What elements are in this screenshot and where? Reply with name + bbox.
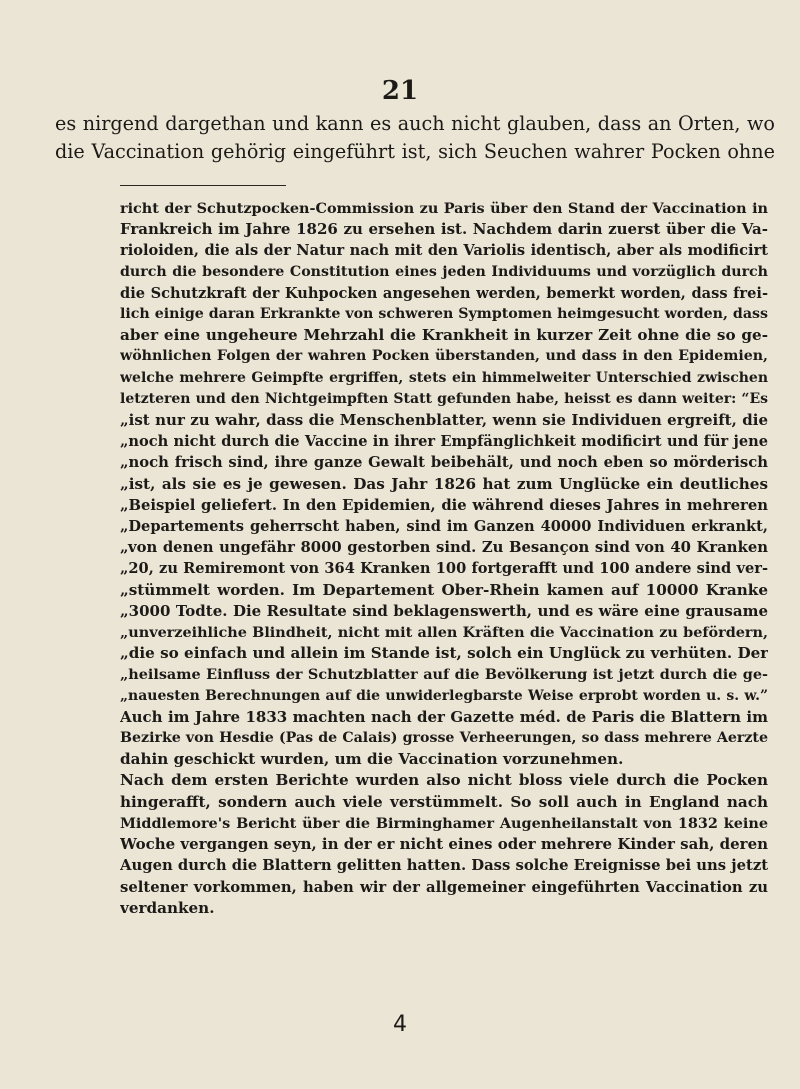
footnote-line: Bezirke von Hesdie (Pas de Calais) grosse Verheerungen, so dass mehrere Aerzte bbox=[120, 730, 768, 747]
signature-mark: 4 bbox=[393, 1012, 407, 1037]
footnote-line: Frankreich im Jahre 1826 zu ersehen ist. Nachdem darin zuerst über die Va- bbox=[120, 220, 768, 239]
footnote bbox=[120, 198, 768, 919]
footnote-line: „von denen ungefähr 8000 gestorben sind. Zu Besançon sind von 40 Kranken bbox=[120, 539, 768, 557]
footnote-line: verdanken. bbox=[120, 898, 215, 917]
footnote-line: „noch nicht durch die Vaccine in ihrer Empfänglichkeit modificirt und für jene bbox=[120, 433, 768, 451]
main-text bbox=[55, 110, 775, 166]
footnote-line: Middlemore's Bericht über die Birminghamer Augenheilanstalt von 1832 keine bbox=[120, 814, 768, 832]
footnote-line: aber eine ungeheure Mehrzahl die Krankheit in kurzer Zeit ohne die so ge- bbox=[120, 326, 768, 345]
footnote-line: Woche vergangen seyn, in der er nicht eines oder mehrere Kinder sah, deren bbox=[120, 835, 768, 854]
footnote-line: „Beispiel geliefert. In den Epidemien, die während dieses Jahres in mehreren bbox=[120, 496, 768, 514]
footnote-line: „die so einfach und allein im Stande ist, solch ein Unglück zu verhüten. Der bbox=[120, 644, 768, 663]
footnote-line: Augen durch die Blattern gelitten hatten. Dass solche Ereignisse bei uns jetzt bbox=[120, 857, 768, 875]
footnote-divider bbox=[120, 185, 286, 186]
footnote-line: „nauesten Berechnungen auf die unwiderlegbarste Weise erprobt worden u. s. w.” bbox=[120, 687, 768, 704]
footnote-line: welche mehrere Geimpfte ergriffen, stets ein himmelweiter Unterschied zwischen bbox=[120, 369, 768, 386]
footnote-line: „Departements geherrscht haben, sind im Ganzen 40000 Individuen erkrankt, bbox=[120, 518, 768, 536]
footnote-line: dahin geschickt wurden, um die Vaccination vorzunehmen. bbox=[120, 750, 624, 769]
main-text-line: die Vaccination gehörig eingeführt ist, sich Seuchen wahrer Pocken ohne bbox=[55, 140, 775, 163]
footnote-line: „unverzeihliche Blindheit, nicht mit allen Kräften die Vaccination zu befördern, bbox=[120, 624, 768, 642]
main-text-line: es nirgend dargethan und kann es auch nicht glauben, dass an Orten, wo bbox=[55, 112, 775, 135]
footnote-line: hingerafft, sondern auch viele verstümmelt. So soll auch in England nach bbox=[120, 792, 768, 811]
footnote-line: die Schutzkraft der Kuhpocken angesehen werden, bemerkt worden, dass frei- bbox=[120, 284, 768, 302]
footnote-line: lich einige daran Erkrankte von schweren Symptomen heimgesucht worden, dass bbox=[120, 306, 768, 323]
footnote-line: „20, zu Remiremont von 364 Kranken 100 fortgerafft und 100 andere sind ver- bbox=[120, 560, 768, 578]
footnote-line: wöhnlichen Folgen der wahren Pocken überstanden, und dass in den Epidemien, bbox=[120, 348, 768, 365]
footnote-line: „heilsame Einfluss der Schutzblatter auf die Bevölkerung ist jetzt durch die ge- bbox=[120, 666, 768, 684]
page-number: 21 bbox=[381, 76, 419, 106]
footnote-line: Nach dem ersten Berichte wurden also nicht bloss viele durch die Pocken bbox=[120, 771, 768, 790]
footnote-line: „ist, als sie es je gewesen. Das Jahr 1826 hat zum Unglücke ein deutliches bbox=[120, 474, 768, 493]
footnote-line: Auch im Jahre 1833 machten nach der Gazette méd. de Paris die Blattern im bbox=[120, 707, 768, 726]
footnote-line: „ist nur zu wahr, dass die Menschenblatter, wenn sie Individuen ergreift, die bbox=[120, 411, 768, 430]
footnote-line: „3000 Todte. Die Resultate sind beklagenswerth, und es wäre eine grausame bbox=[120, 601, 768, 620]
footnote-line: durch die besondere Constitution eines jeden Individuums und vorzüglich durch bbox=[120, 263, 768, 280]
footnote-line: seltener vorkommen, haben wir der allgemeiner eingeführten Vaccination zu bbox=[120, 878, 768, 896]
footnote-line: „noch frisch sind, ihre ganze Gewalt beibehält, und noch eben so mörderisch bbox=[120, 454, 768, 472]
footnote-line: „stümmelt worden. Im Departement Ober-Rhein kamen auf 10000 Kranke bbox=[120, 580, 768, 599]
footnote-line: letzteren und den Nichtgeimpften Statt gefunden habe, heisst es dann weiter: “Es bbox=[120, 390, 768, 407]
footnote-line: richt der Schutzpocken-Commission zu Paris über den Stand der Vaccination in bbox=[120, 200, 768, 217]
footnote-line: rioloiden, die als der Natur nach mit den Variolis identisch, aber als modificirt bbox=[120, 242, 768, 260]
